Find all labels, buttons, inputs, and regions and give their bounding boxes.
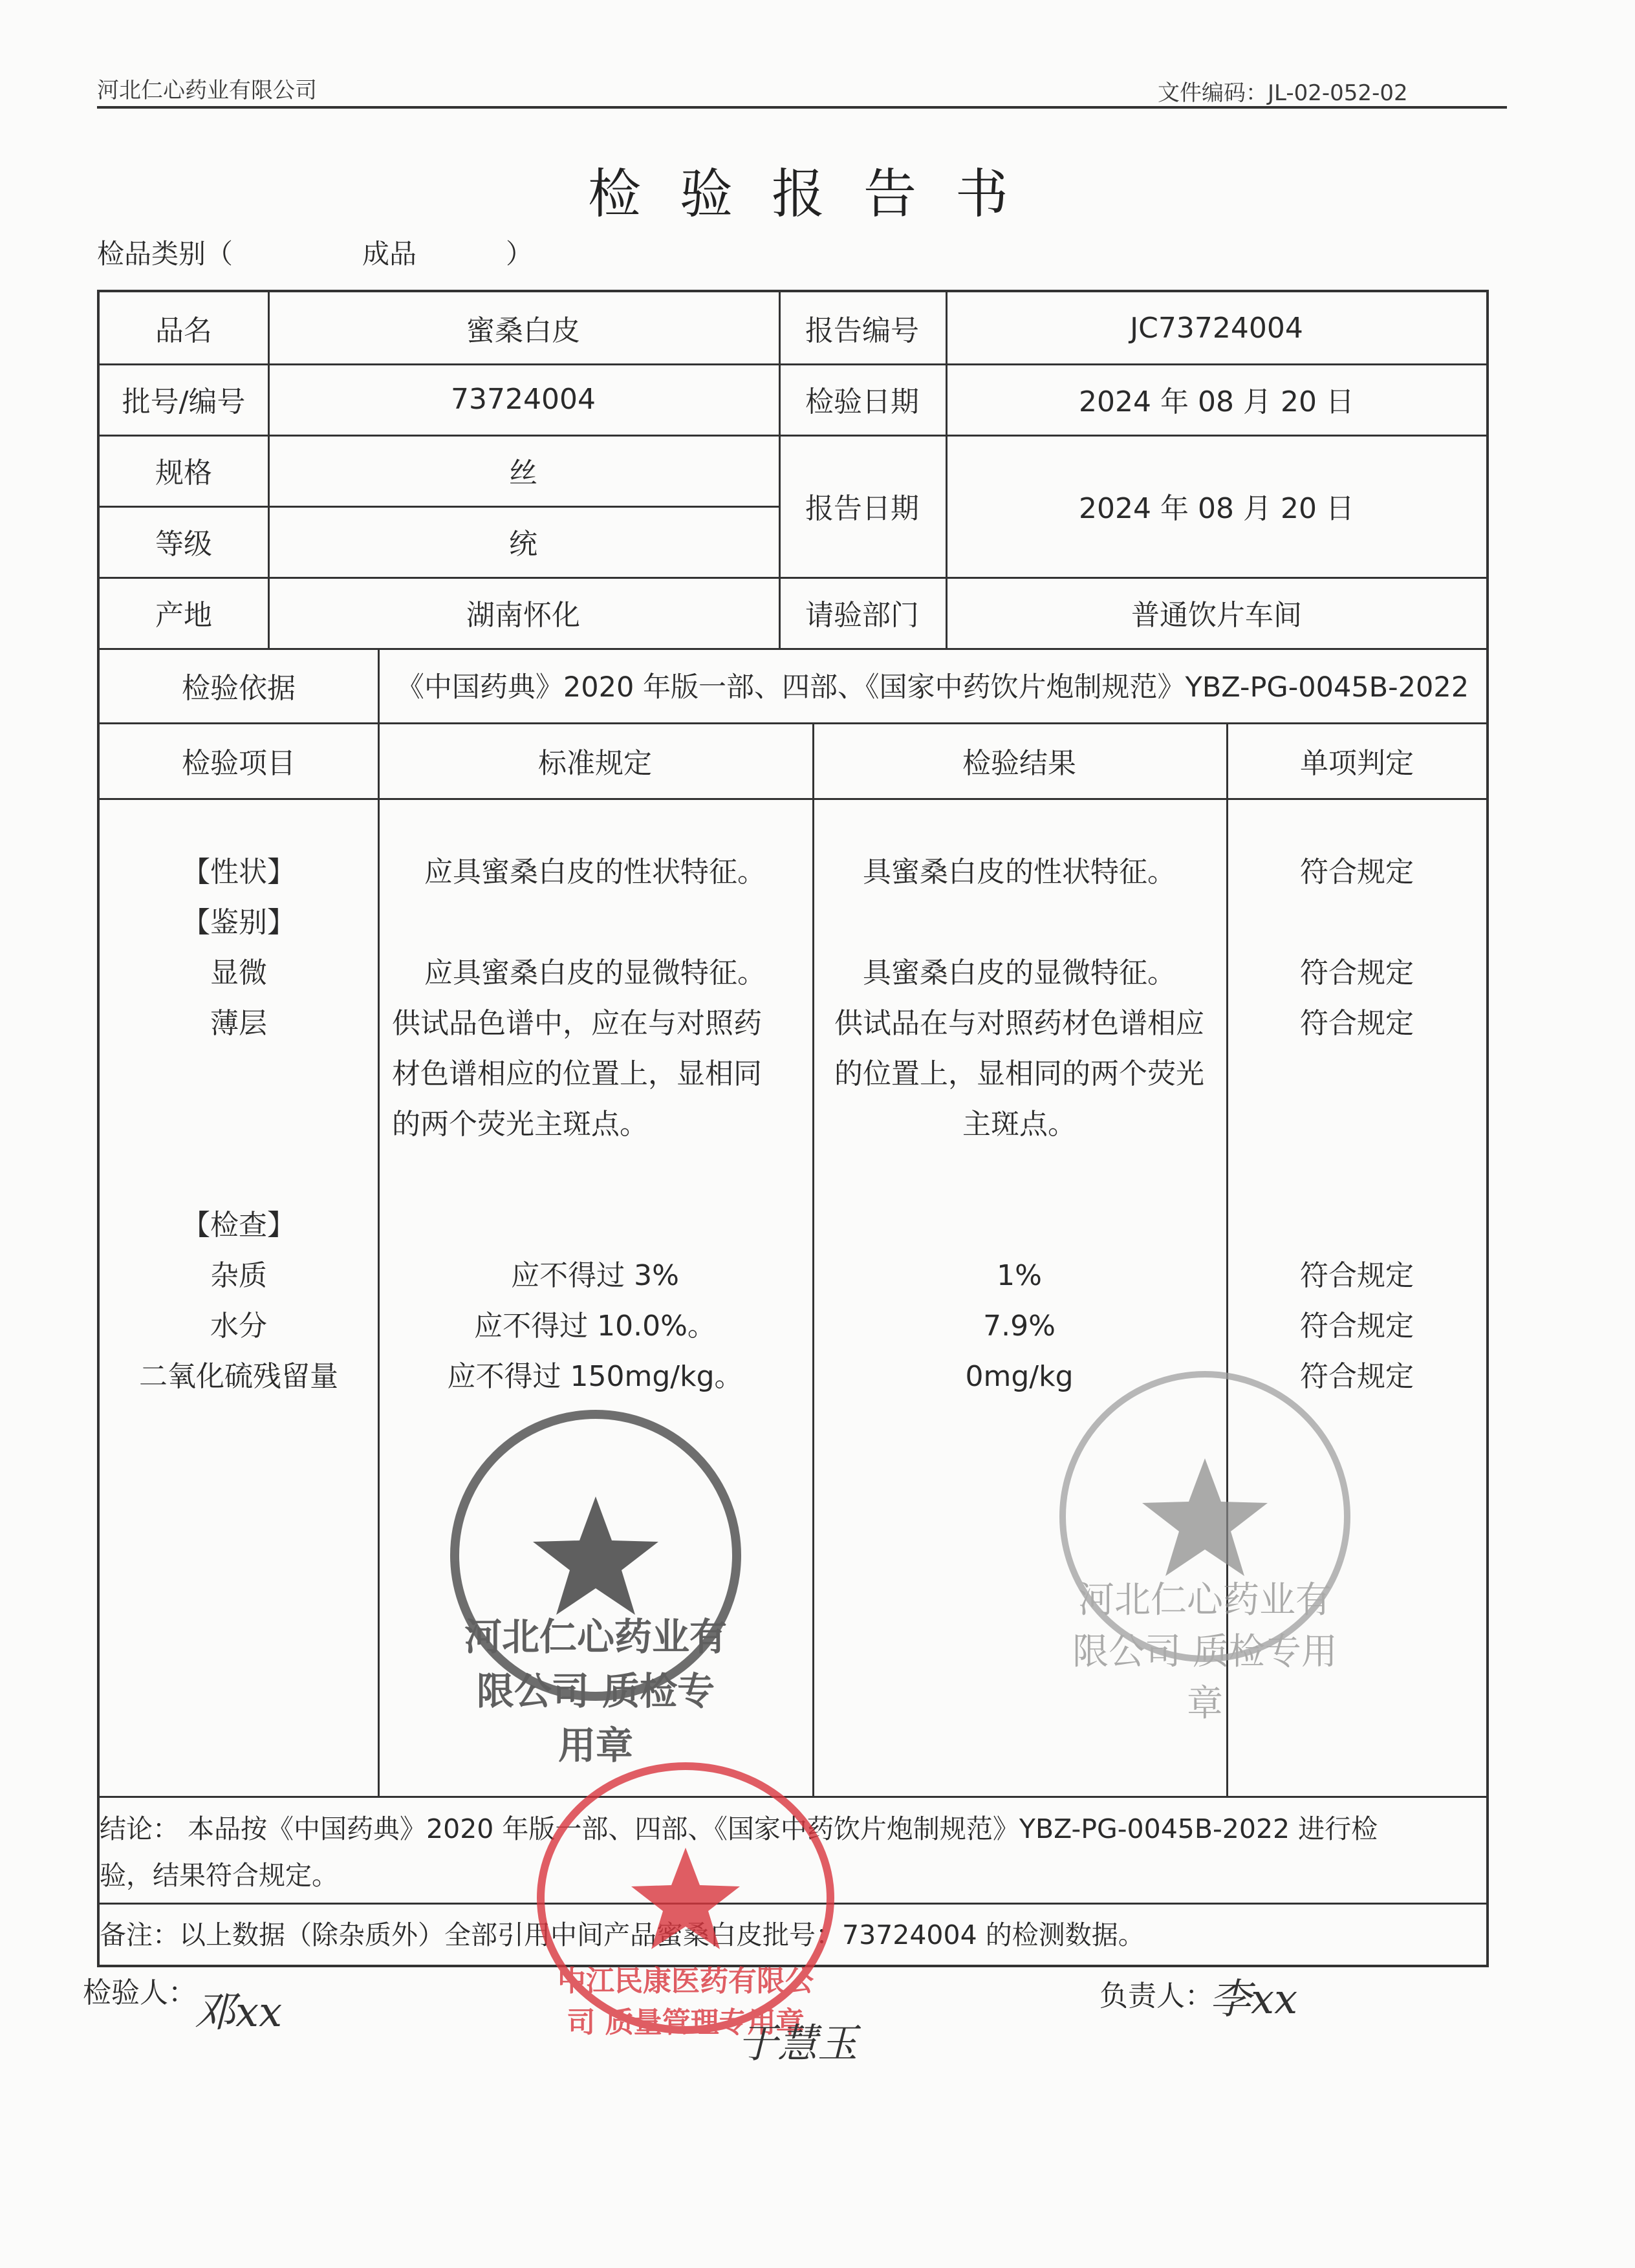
impurity-verdict: 符合规定 bbox=[1300, 1259, 1414, 1292]
header-rule bbox=[97, 106, 1507, 109]
dept-label: 请验部门 bbox=[805, 599, 919, 632]
report-no: JC73724004 bbox=[1130, 311, 1303, 345]
qc-stamp-right bbox=[1059, 1371, 1350, 1725]
traits-standard: 应具蜜桑白皮的性状特征。 bbox=[424, 856, 766, 889]
tlc-result-3: 主斑点。 bbox=[962, 1108, 1076, 1141]
manager-label: 负责人： bbox=[1099, 1980, 1213, 2013]
conclusion-line-1: 结论： 本品按《中国药典》2020 年版一部、四部、《国家中药饮片炮制规范》YBZ-PG-0045B-2022 进行检 bbox=[100, 1813, 1378, 1844]
tlc-item: 薄层 bbox=[210, 1007, 267, 1040]
product-name-label: 品名 bbox=[155, 314, 212, 347]
document-code: 文件编码：JL-02-052-02 bbox=[1158, 80, 1408, 106]
ident-heading: 【鉴别】 bbox=[182, 906, 296, 939]
water-verdict: 符合规定 bbox=[1300, 1310, 1414, 1343]
test-date: 2024 年 08 月 20 日 bbox=[1079, 385, 1354, 418]
manager-signature: 李xx bbox=[1209, 1976, 1298, 2024]
basis-value: 《中国药典》2020 年版一部、四部、《国家中药饮片炮制规范》YBZ-PG-0045B-2022 bbox=[396, 671, 1469, 704]
so2-item: 二氧化硫残留量 bbox=[139, 1360, 338, 1393]
so2-verdict: 符合规定 bbox=[1300, 1360, 1414, 1393]
traits-verdict: 符合规定 bbox=[1300, 856, 1414, 889]
col-item: 检验项目 bbox=[182, 746, 296, 780]
note: 备注：以上数据（除杂质外）全部引用中间产品蜜桑白皮批号：73724004 的检测数据。 bbox=[100, 1919, 1145, 1950]
batch-number: 73724004 bbox=[451, 382, 596, 416]
qc-stamp-right-text: 河北仁心药业有限公司 质检专用章 bbox=[1072, 1579, 1337, 1725]
check-heading: 【检查】 bbox=[182, 1209, 296, 1242]
inspector-signature: 邓xx bbox=[194, 1989, 283, 2036]
tlc-verdict: 符合规定 bbox=[1300, 1007, 1414, 1040]
micro-standard: 应具蜜桑白皮的显微特征。 bbox=[424, 956, 766, 989]
batch-label: 批号/编号 bbox=[122, 385, 246, 418]
spec-label: 规格 bbox=[155, 457, 212, 490]
dept-value: 普通饮片车间 bbox=[1131, 599, 1302, 632]
spec-value: 丝 bbox=[509, 457, 537, 490]
traits-result: 具蜜桑白皮的性状特征。 bbox=[863, 856, 1176, 889]
qc-stamp-left bbox=[450, 1410, 741, 1767]
category-value: 成品 bbox=[362, 238, 417, 270]
so2-result: 0mg/kg bbox=[965, 1360, 1074, 1393]
impurity-item: 杂质 bbox=[210, 1259, 267, 1292]
traits-heading: 【性状】 bbox=[182, 856, 296, 889]
conclusion-line-2: 验，结果符合规定。 bbox=[100, 1860, 338, 1891]
impurity-standard: 应不得过 3% bbox=[511, 1259, 679, 1292]
micro-verdict: 符合规定 bbox=[1300, 956, 1414, 989]
water-result: 7.9% bbox=[983, 1310, 1056, 1343]
col-result: 检验结果 bbox=[962, 746, 1076, 780]
product-name: 蜜桑白皮 bbox=[466, 314, 580, 347]
tlc-result-1: 供试品在与对照药材色谱相应 bbox=[834, 1007, 1204, 1040]
impurity-result: 1% bbox=[997, 1259, 1042, 1292]
page-title: 检验报告书 bbox=[587, 164, 1047, 225]
basis-label: 检验依据 bbox=[182, 671, 296, 705]
qc-stamp-text: 河北仁心药业有限公司 质检专用章 bbox=[464, 1615, 727, 1767]
tlc-standard-1: 供试品色谱中，应在与对照药 bbox=[392, 1007, 762, 1040]
origin-label: 产地 bbox=[155, 599, 212, 632]
tlc-standard-3: 的两个荧光主斑点。 bbox=[392, 1108, 648, 1141]
water-standard: 应不得过 10.0%。 bbox=[474, 1310, 716, 1343]
category-close: ） bbox=[506, 238, 534, 270]
red-quality-stamp bbox=[537, 1762, 834, 2039]
red-stamp-text: 中江民康医药有限公司 质量管理专用章 bbox=[558, 1965, 814, 2039]
col-standard: 标准规定 bbox=[538, 746, 652, 780]
so2-standard: 应不得过 150mg/kg。 bbox=[447, 1360, 743, 1393]
col-verdict: 单项判定 bbox=[1300, 746, 1414, 780]
category-label: 检品类别（ bbox=[97, 238, 233, 270]
grade-value: 统 bbox=[509, 528, 537, 561]
micro-result: 具蜜桑白皮的显微特征。 bbox=[863, 956, 1176, 989]
grade-label: 等级 bbox=[155, 528, 212, 561]
micro-item: 显微 bbox=[210, 956, 267, 989]
inspector-label: 检验人： bbox=[83, 1976, 197, 2009]
report-date-label: 报告日期 bbox=[805, 492, 919, 525]
water-item: 水分 bbox=[210, 1310, 267, 1343]
origin-value: 湖南怀化 bbox=[466, 599, 580, 632]
tlc-result-2: 的位置上，显相同的两个荧光 bbox=[834, 1057, 1204, 1090]
report-no-label: 报告编号 bbox=[805, 314, 919, 347]
company-header: 河北仁心药业有限公司 bbox=[97, 78, 317, 103]
report-date: 2024 年 08 月 20 日 bbox=[1079, 492, 1354, 525]
reviewer-signature: 于慧玉 bbox=[737, 2020, 858, 2067]
tlc-standard-2: 材色谱相应的位置上，显相同 bbox=[392, 1057, 762, 1090]
test-date-label: 检验日期 bbox=[805, 385, 919, 418]
